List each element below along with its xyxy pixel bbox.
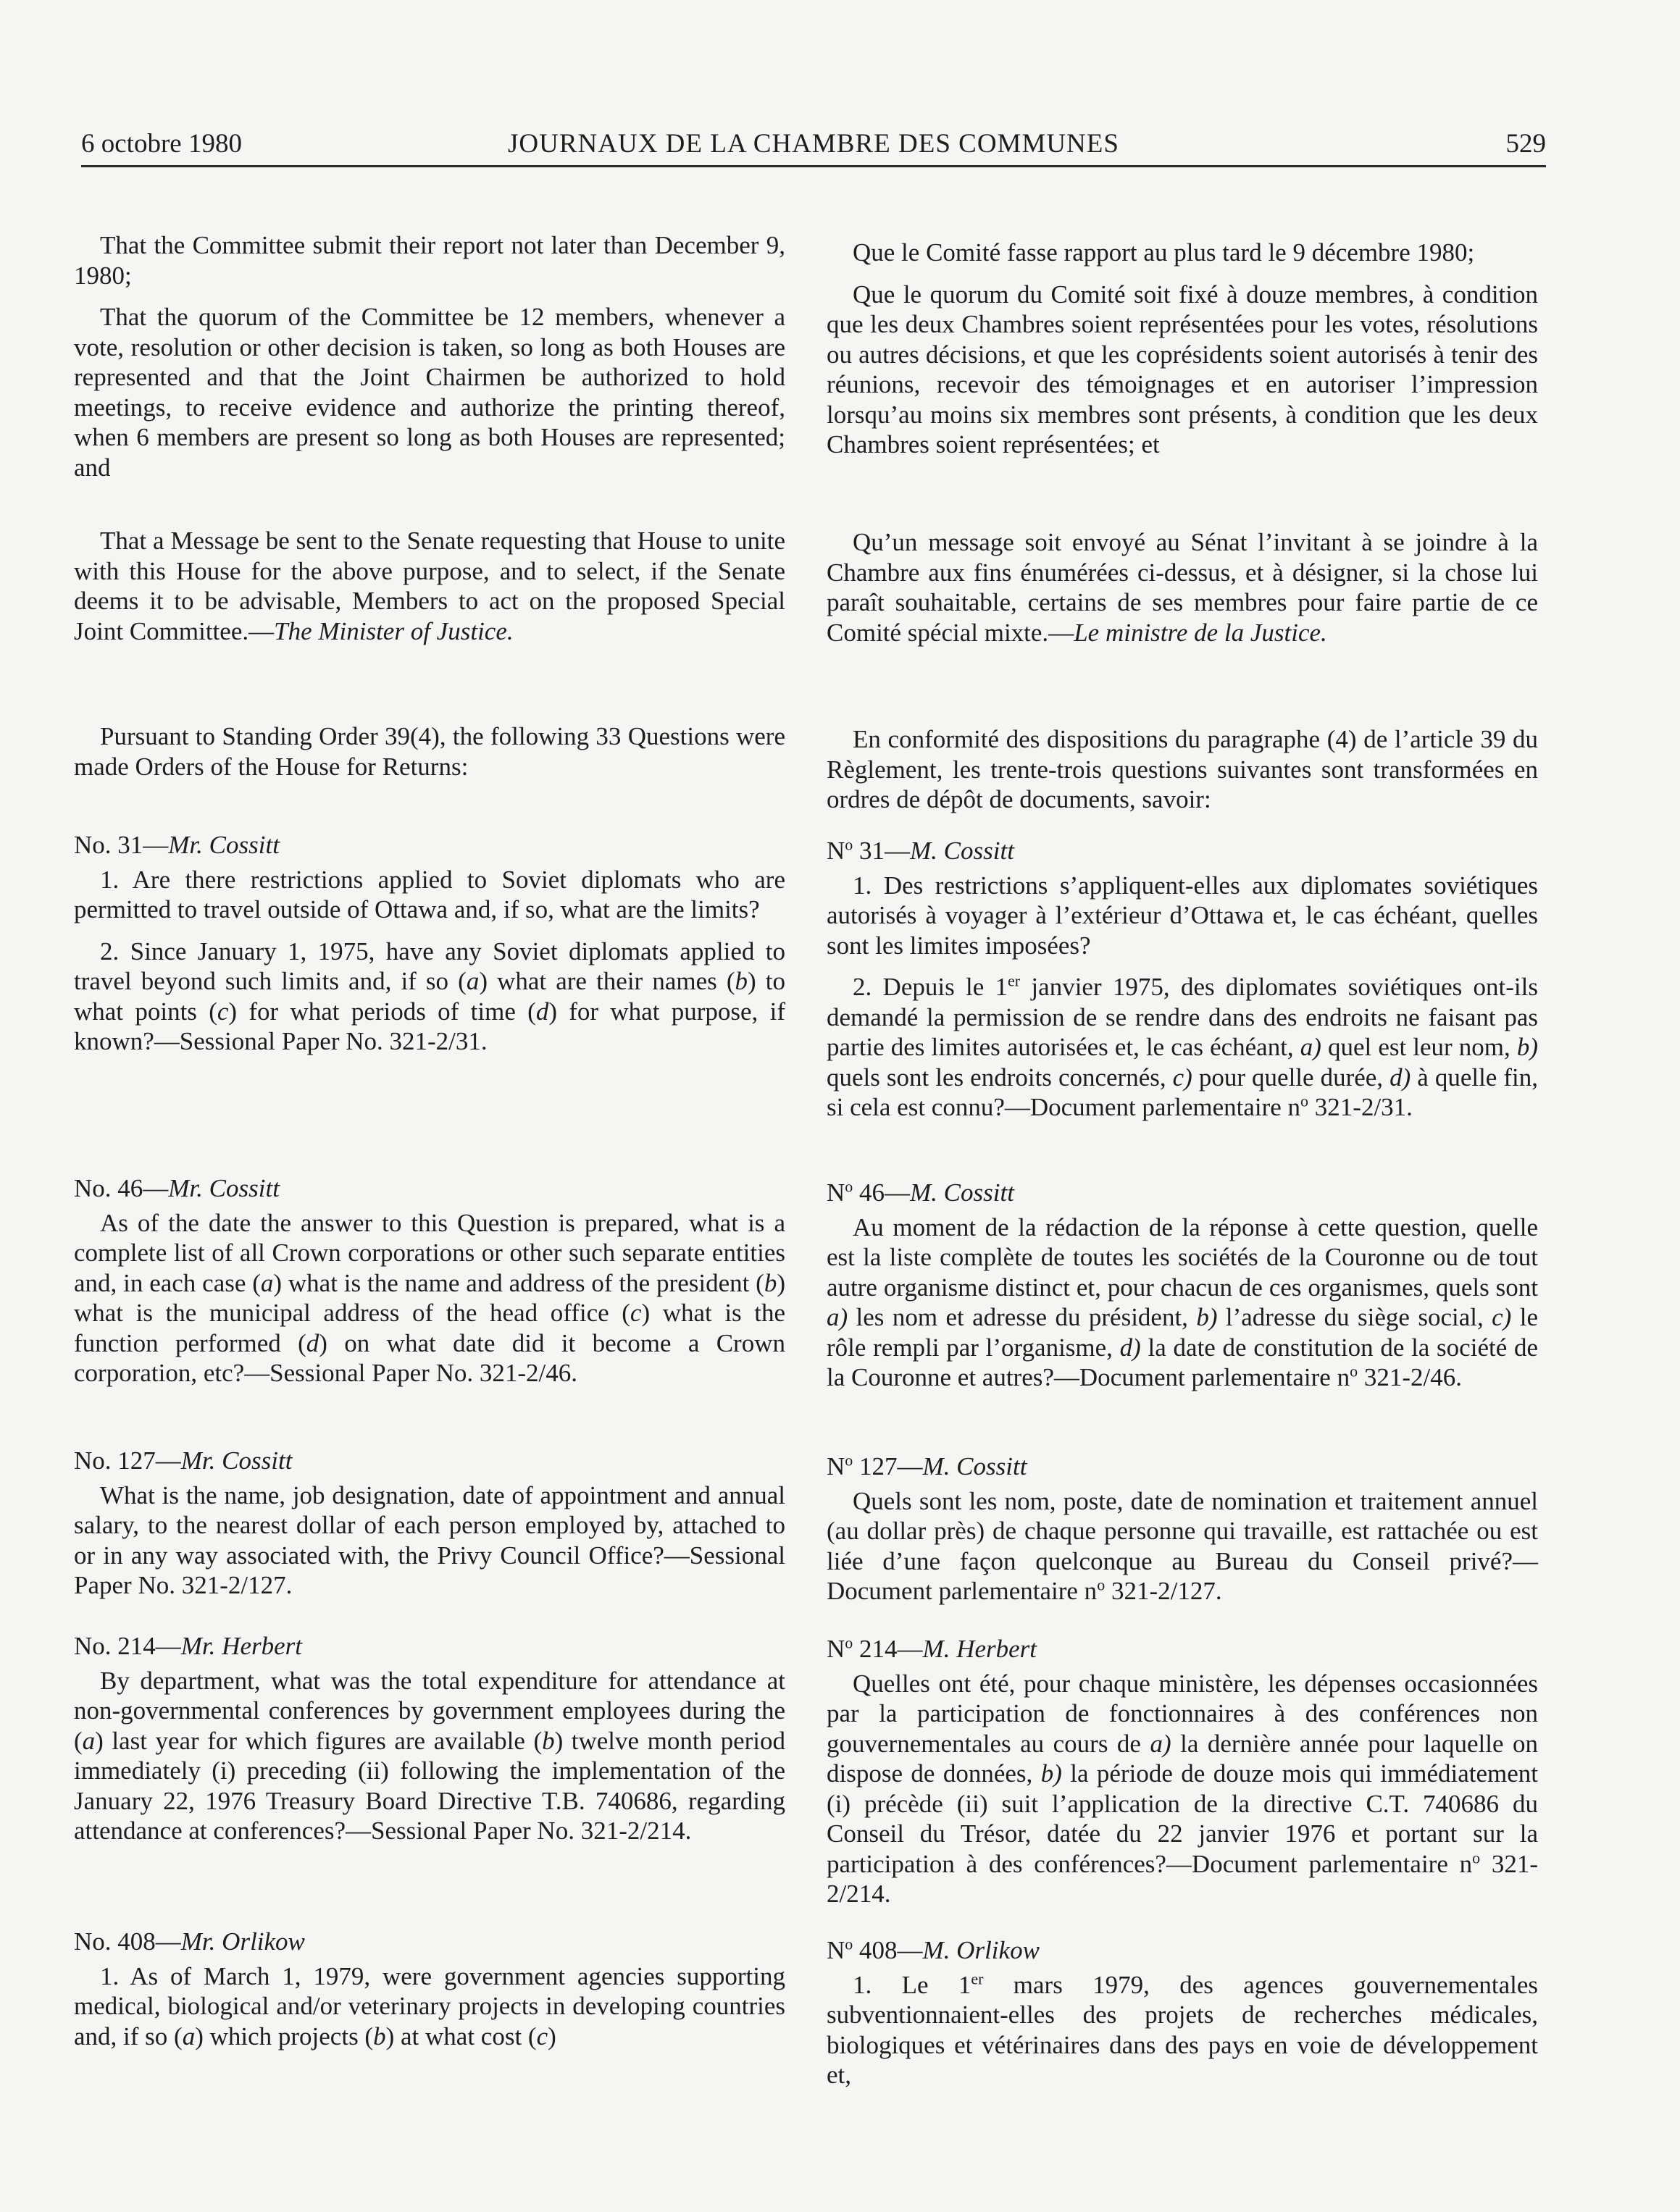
- fr-signature: Le ministre de la Justice.: [1074, 618, 1327, 647]
- en-senate-message: [74, 526, 785, 658]
- member-name: M. Herbert: [922, 1635, 1037, 1663]
- question-heading: No. 31—Mr. Cossitt: [74, 831, 280, 859]
- fr-question-214: [827, 1634, 1538, 1921]
- en-question-408: [74, 1927, 785, 2063]
- member-name: Mr. Cossitt: [180, 1446, 293, 1475]
- question-heading: No. 46—Mr. Cossitt: [74, 1174, 280, 1202]
- member-name: M. Cossitt: [910, 837, 1014, 865]
- en-question-214: [74, 1631, 785, 1858]
- en-message-paragraph: That a Message be sent to the Senate requesting that House to unite with this House for the above purpose, and to select, if the Senate deems it to be advisable, Members to act on the proposed Special Joint Committee.—The Minister of Justice.: [74, 527, 785, 645]
- member-name: M. Orlikow: [922, 1936, 1040, 1964]
- fr-committee-terms: [827, 238, 1538, 472]
- question-text: 1. Le 1er mars 1979, des agences gouvernementales subventionnaient-elles des projets de recherches médicales, biologiques et vétérinaires dans des pays en voie de développement et,: [827, 1969, 1538, 2089]
- question-text: 1. As of March 1, 1979, were government agencies supporting medical, biological and/or veterinary projects in developing countries and, if so (a) which projects (b) at what cost (c): [74, 1961, 785, 2050]
- question-heading: $N^o$ 408—M. Orlikow: [827, 1935, 1040, 1964]
- question-text: Quels sont les nom, poste, date de nomination et traitement annuel (au dollar près) de chaque personne qui travaille, est rattachée ou est liée d’une façon quelconque au Bureau du Conseil privé?—Document parlementaire $n^o$ 321-2/127.: [827, 1486, 1538, 1605]
- fr-senate-message: [827, 527, 1538, 659]
- question-text: As of the date the answer to this Question is prepared, what is a complete list of all Crown corporations or other such separate entities and, in each case (a) what is the name and address of the president (b) what is the municipal address of the head office (c) what is the function performed (d) on what date did it become a Crown corporation, etc?—Sessional Paper No. 321-2/46.: [74, 1208, 786, 1387]
- question-part-1: 1. Are there restrictions applied to Soviet diplomats who are permitted to travel outside of Ottawa and, if so, what are the limits?: [74, 865, 785, 923]
- question-heading: $N^o$ 214—M. Herbert: [827, 1633, 1037, 1663]
- en-report-deadline: That the Committee submit their report not later than December 9, 1980;: [74, 231, 785, 290]
- page-number: 529: [1505, 129, 1546, 159]
- fr-pursuant-notice: [827, 724, 1538, 826]
- fr-question-46: [827, 1178, 1538, 1404]
- en-committee-terms: [74, 230, 785, 494]
- question-part-1: 1. Des restrictions s’appliquent-elles aux diplomates soviétiques autorisés à voyager à l’extérieur d’Ottawa et, le cas échéant, quelles sont les limites imposées?: [827, 871, 1538, 960]
- running-header: [81, 122, 1546, 167]
- question-text: By department, what was the total expenditure for attendance at non-governmental conferences by government employees during the (a) last year for which figures are available (b) twelve month period immediately (i) preceding (ii) following the implementation of the January 22, 1976 Treasury Board Directive T.B. 740686, regarding attendance at conferences?—Sessional Paper No. 321-2/214.: [74, 1666, 785, 1845]
- journal-title: JOURNAUX DE LA CHAMBRE DES COMMUNES: [508, 129, 1119, 159]
- question-heading: No. 408—Mr. Orlikow: [74, 1927, 305, 1956]
- question-part-2: 2. Since January 1, 1975, have any Soviet diplomats applied to travel beyond such limits and, if so (a) what are their names (b) to what points (c) for what periods of time (d) for what purpose, if known?—Sessional Paper No. 321-2/31.: [74, 937, 786, 1055]
- header-date: 6 octobre 1980: [81, 129, 242, 159]
- en-question-31: [74, 830, 785, 1068]
- en-question-46: [74, 1173, 785, 1400]
- member-name: Mr. Herbert: [180, 1632, 302, 1660]
- question-text: What is the name, job designation, date of appointment and annual salary, to the nearest dollar of each person employed by, attached to or in any way associated with, the Privy Council Office?—Sessional Paper No. 321-2/127.: [74, 1480, 785, 1599]
- question-part-2: 2. Depuis le 1er janvier 1975, des diplomates soviétiques ont-ils demandé la permission de se rendre dans des endroits ne faisant pas partie des limites autorisées et, le cas échéant, a) quel est leur nom, b) quels sont les endroits concernés, c) pour quelle durée, d) à quelle fin, si cela est connu?—Document parlementaire $n^o$ 321-2/31.: [827, 971, 1539, 1121]
- fr-pursuant-paragraph: En conformité des dispositions du paragraphe (4) de l’article 39 du Règlement, les trente-trois questions suivantes sont transformées en ordres de dépôt de documents, savoir:: [827, 725, 1538, 813]
- fr-question-408: [827, 1935, 1538, 2102]
- question-heading: $N^o$ 127—M. Cossitt: [827, 1451, 1027, 1480]
- en-pursuant-paragraph: Pursuant to Standing Order 39(4), the following 33 Questions were made Orders of the House for Returns:: [74, 722, 785, 781]
- question-text: Quelles ont été, pour chaque ministère, les dépenses occasionnées par la participation de fonctionnaires à des conférences non gouvernementales au cours de a) la dernière année pour laquelle on dispose de données, b) la période de douze mois qui immédiatement (i) précède (ii) suit l’application de la directive C.T. 740686 du Conseil du Trésor, datée du 22 janvier 1976 et portant sur la participation à des conférences?—Document parlementaire $n^o$ 321-2/214.: [827, 1669, 1539, 1908]
- en-quorum-paragraph: That the quorum of the Committee be 12 members, whenever a vote, resolution or other decision is taken, so long as both Houses are represented and that the Joint Chairmen be authorized to hold meetings, to receive evidence and authorize the printing thereof, when 6 members are present so long as both Houses are represented; and: [74, 303, 785, 482]
- en-pursuant-notice: [74, 721, 785, 793]
- en-question-127: [74, 1446, 785, 1612]
- question-heading: No. 214—Mr. Herbert: [74, 1632, 302, 1660]
- member-name: Mr. Cossitt: [168, 831, 280, 859]
- question-heading: $N^o$ 31—M. Cossitt: [827, 835, 1014, 865]
- en-signature: The Minister of Justice.: [274, 616, 514, 645]
- fr-message-paragraph: Qu’un message soit envoyé au Sénat l’invitant à se joindre à la Chambre aux fins énumérées ci-dessus, et à désigner, si la chose lui paraît souhaitable, certains de ses membres pour faire partie de ce Comité spécial mixte.—Le ministre de la Justice.: [827, 528, 1538, 647]
- question-text: Au moment de la rédaction de la réponse à cette question, quelle est la liste complète de toutes les sociétés de la Couronne ou de tout autre organisme distinct et, pour chacun de ces organismes, quels sont a) les nom et adresse du président, b) l’adresse du siège social, c) le rôle rempli par l’organisme, d) la date de constitution de la société de la Couronne et autres?—Document parlementaire $n^o$ 321-2/46.: [827, 1212, 1538, 1391]
- fr-question-127: [827, 1451, 1538, 1618]
- member-name: M. Cossitt: [922, 1452, 1027, 1480]
- question-heading: $N^o$ 46—M. Cossitt: [827, 1177, 1014, 1207]
- fr-question-31: [827, 836, 1538, 1134]
- fr-quorum-paragraph: Que le quorum du Comité soit fixé à douze membres, à condition que les deux Chambres soient représentées pour les votes, résolutions ou autres décisions, et que les coprésidents soient autorisés à tenir des réunions, recevoir des témoignages et en autoriser l’impression lorsqu’au moins six membres sont présents, à condition que les deux Chambres soient représentées; et: [827, 280, 1538, 458]
- fr-report-deadline: Que le Comité fasse rapport au plus tard le 9 décembre 1980;: [853, 238, 1475, 267]
- member-name: Mr. Orlikow: [180, 1927, 305, 1956]
- member-name: Mr. Cossitt: [168, 1174, 280, 1202]
- member-name: M. Cossitt: [910, 1178, 1014, 1207]
- question-heading: No. 127—Mr. Cossitt: [74, 1446, 293, 1475]
